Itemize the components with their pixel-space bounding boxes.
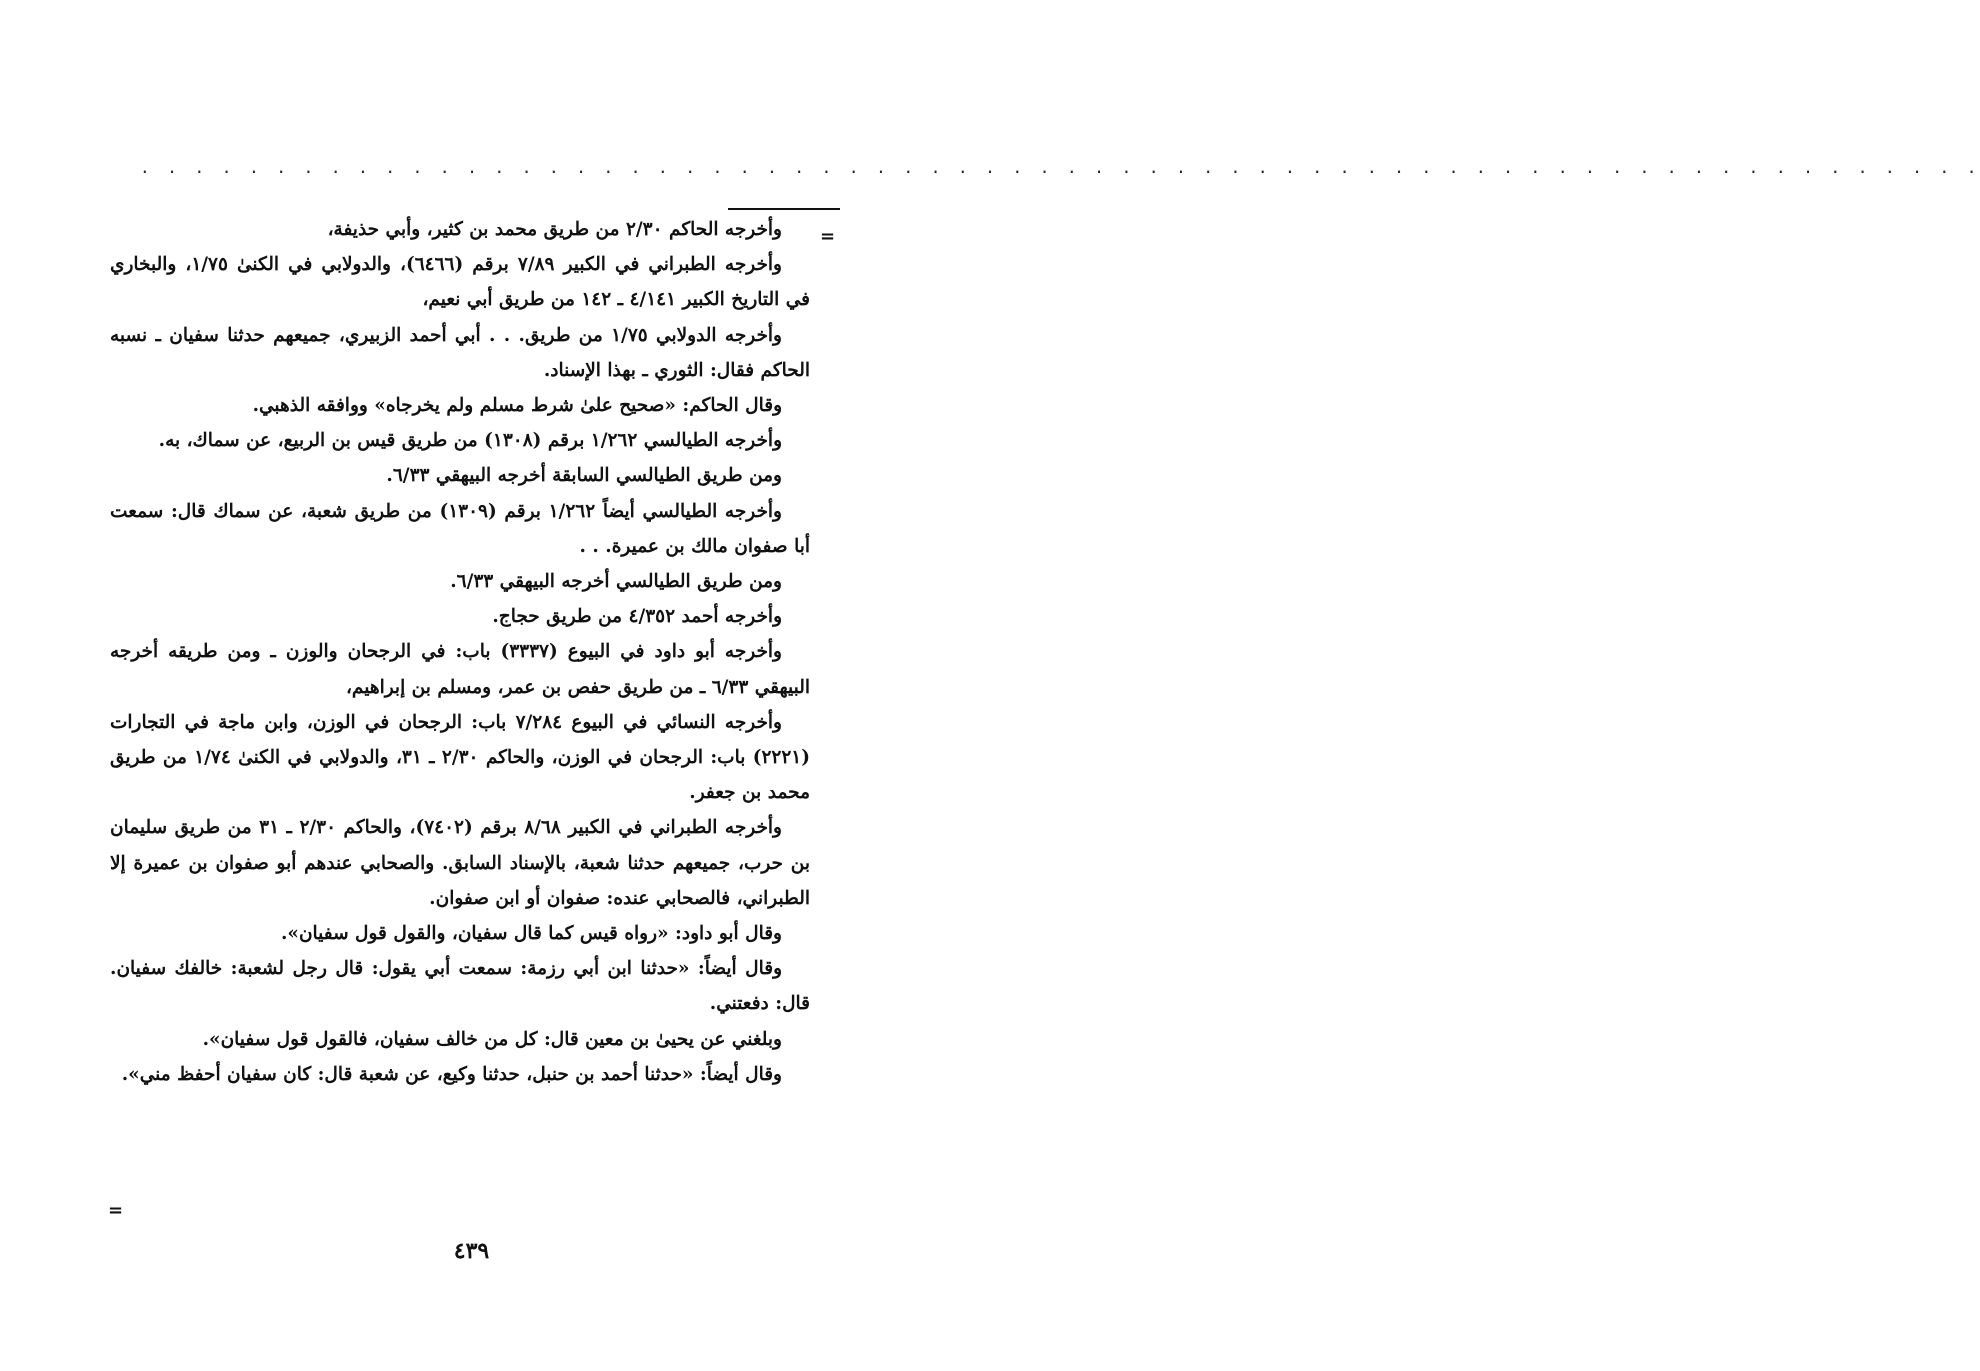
footnote-paragraph: وأخرجه الطبراني في الكبير ٧/٨٩ برقم (٦٤٦٦)، والدولابي في الكنىٰ ١/٧٥، والبخاري في التاريخ الكبير ٤/١٤١ ـ ١٤٢ من طريق أبي نعيم،: [110, 254, 810, 311]
footnote-paragraph: وقال أبو داود: «رواه قيس كما قال سفيان، والقول قول سفيان».: [280, 923, 782, 945]
footnote-paragraph: وأخرجه أبو داود في البيوع (٣٣٣٧) باب: في الرجحان والوزن ـ ومن طريقه أخرجه البيهقي ٦/٣٣ ـ من طريق حفص بن عمر، ومسلم بن إبراهيم،: [110, 641, 810, 698]
footnote-paragraph: ومن طريق الطيالسي أخرجه البيهقي ٦/٣٣.: [450, 571, 782, 593]
footnote-paragraph: وأخرجه الحاكم ٢/٣٠ من طريق محمد بن كثير، وأبي حذيفة،: [327, 219, 782, 240]
footnote-paragraph: وأخرجه أحمد ٤/٣٥٢ من طريق حجاج.: [492, 606, 782, 628]
footnote-paragraph: وأخرجه النسائي في البيوع ٧/٢٨٤ باب: الرجحان في الوزن، وابن ماجة في التجارات (٢٢٢١) باب: الرجحان في الوزن، والحاكم ٢/٣٠ ـ ٣١، والدولابي في الكنىٰ ١/٧٤ من طريق محمد بن جعفر.: [110, 711, 810, 804]
page-number: ٤٣٩: [453, 1238, 490, 1264]
footnote-paragraph: وقال أيضاً: «حدثنا ابن أبي رزمة: سمعت أبي يقول: قال رجل لشعبة: خالفك سفيان. قال: دفعتني.: [110, 958, 810, 1015]
footnote-paragraph: وأخرجه الطيالسي أيضاً ١/٢٦٢ برقم (١٣٠٩) من طريق شعبة، عن سماك قال: سمعت أبا صفوان مالك بن عميرة. . .: [110, 500, 810, 557]
footnote-paragraph: وقال أيضاً: «حدثنا أحمد بن حنبل، حدثنا وكيع، عن شعبة قال: كان سفيان أحفظ مني».: [121, 1063, 782, 1085]
separator-dots: . . . . . . . . . . . . . . . . . . . . . . . . . . . . . . . . . . . . . . . . . . . . . . . . . . . . . . . . . . . . . . . . . . . .: [140, 158, 1980, 177]
footnotes-block: [110, 212, 810, 1092]
footnote-paragraph: وأخرجه الدولابي ١/٧٥ من طريق. . . أبي أحمد الزبيري، جميعهم حدثنا سفيان ـ نسبه الحاكم فقال: الثوري ـ بهذا الإسناد.: [110, 324, 810, 381]
footnote-rule: [728, 208, 840, 210]
footnote-paragraph: وأخرجه الطيالسي ١/٢٦٢ برقم (١٣٠٨) من طريق قيس بن الربيع، عن سماك، به.: [158, 430, 782, 452]
footnote-paragraph: وبلغني عن يحيىٰ بن معين قال: كل من خالف سفيان، فالقول قول سفيان».: [202, 1028, 782, 1050]
continuation-mark-bottom: =: [108, 1200, 124, 1221]
footnote-paragraph: ومن طريق الطيالسي السابقة أخرجه البيهقي ٦/٣٣.: [386, 465, 782, 487]
footnote-paragraph: وقال الحاكم: «صحيح علىٰ شرط مسلم ولم يخرجاه» ووافقه الذهبي.: [252, 395, 782, 417]
footnote-paragraph: وأخرجه الطبراني في الكبير ٨/٦٨ برقم (٧٤٠٢)، والحاكم ٢/٣٠ ـ ٣١ من طريق سليمان بن حرب، جميعهم حدثنا شعبة، بالإسناد السابق. والصحابي عندهم أبو صفوان بن عميرة إلا الطبراني، فالصحابي عنده: صفوان أو ابن صفوان.: [110, 817, 810, 909]
continuation-mark-top: =: [820, 226, 836, 247]
